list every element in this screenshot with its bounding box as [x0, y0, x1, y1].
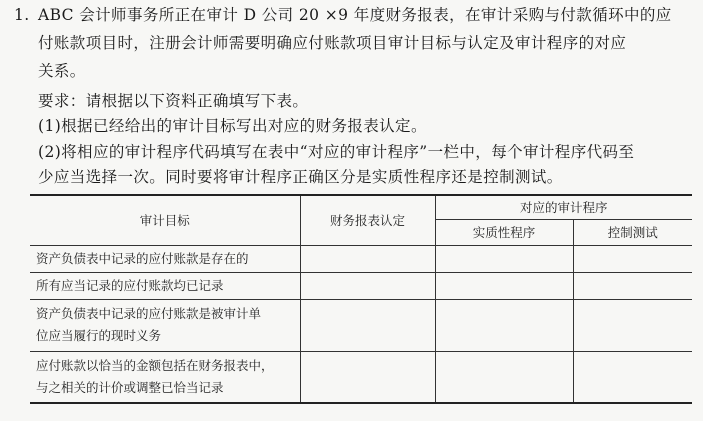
assertion-cell[interactable] [300, 351, 435, 403]
control-test-cell[interactable] [573, 351, 692, 403]
objective-cell: 资产负债表中记录的应付账款是存在的 [30, 245, 300, 272]
objective-line: 应付账款以恰当的金额包括在财务报表中， [36, 357, 274, 373]
question-intro-line-1 [14, 2, 693, 29]
assertion-cell[interactable] [300, 245, 435, 272]
audit-table [30, 194, 692, 404]
objective-line: 位应当履行的现时义务 [36, 328, 162, 343]
objective-line: 资产负债表中记录的应付账款是被审计单 [36, 306, 262, 321]
question-intro-line-2: 付账款项目时，注册会计师需要明确应付账款项目审计目标与认定及审计程序的对应 [38, 34, 627, 52]
control-test-cell[interactable] [573, 299, 692, 351]
question-intro-line-3: 关系。 [38, 62, 86, 80]
assertion-cell[interactable] [300, 299, 435, 351]
objective-line: 与之相关的计价或调整已恰当记录 [36, 379, 224, 395]
assertion-cell[interactable] [300, 272, 435, 299]
control-test-cell[interactable] [573, 272, 692, 299]
requirement-1: (1)根据已经给出的审计目标写出对应的财务报表认定。 [38, 117, 427, 135]
requirement-title: 要求：请根据以下资料正确填写下表。 [38, 92, 309, 110]
header-assertion: 财务报表认定 [300, 195, 435, 245]
intro-text-1: ABC 会计师事务所正在审计 D 公司 20 ×9 年度财务报表，在审计采购与付款循环中的应 [38, 6, 672, 24]
header-procedures: 对应的审计程序 [435, 195, 692, 219]
substantive-cell[interactable] [435, 245, 573, 272]
objective-cell [30, 299, 300, 351]
header-control-test: 控制测试 [573, 219, 692, 245]
table-row [30, 245, 692, 272]
requirement-2-line-2: 少应当选择一次。同时要将审计程序正确区分是实质性程序还是控制测试。 [38, 168, 563, 186]
substantive-cell[interactable] [435, 299, 573, 351]
question-number: 1. [14, 6, 30, 24]
table-row [30, 351, 692, 403]
requirement-2-line-1: (2)将相应的审计程序代码填写在表中“对应的审计程序”一栏中，每个审计程序代码至 [38, 143, 635, 161]
objective-cell: 所有应当记录的应付账款均已记录 [30, 272, 300, 299]
header-substantive: 实质性程序 [435, 219, 573, 245]
substantive-cell[interactable] [435, 351, 573, 403]
control-test-cell[interactable] [573, 245, 692, 272]
substantive-cell[interactable] [435, 272, 573, 299]
table-row [30, 272, 692, 299]
table-row [30, 299, 692, 351]
objective-cell [30, 351, 300, 403]
header-objective: 审计目标 [30, 195, 300, 245]
